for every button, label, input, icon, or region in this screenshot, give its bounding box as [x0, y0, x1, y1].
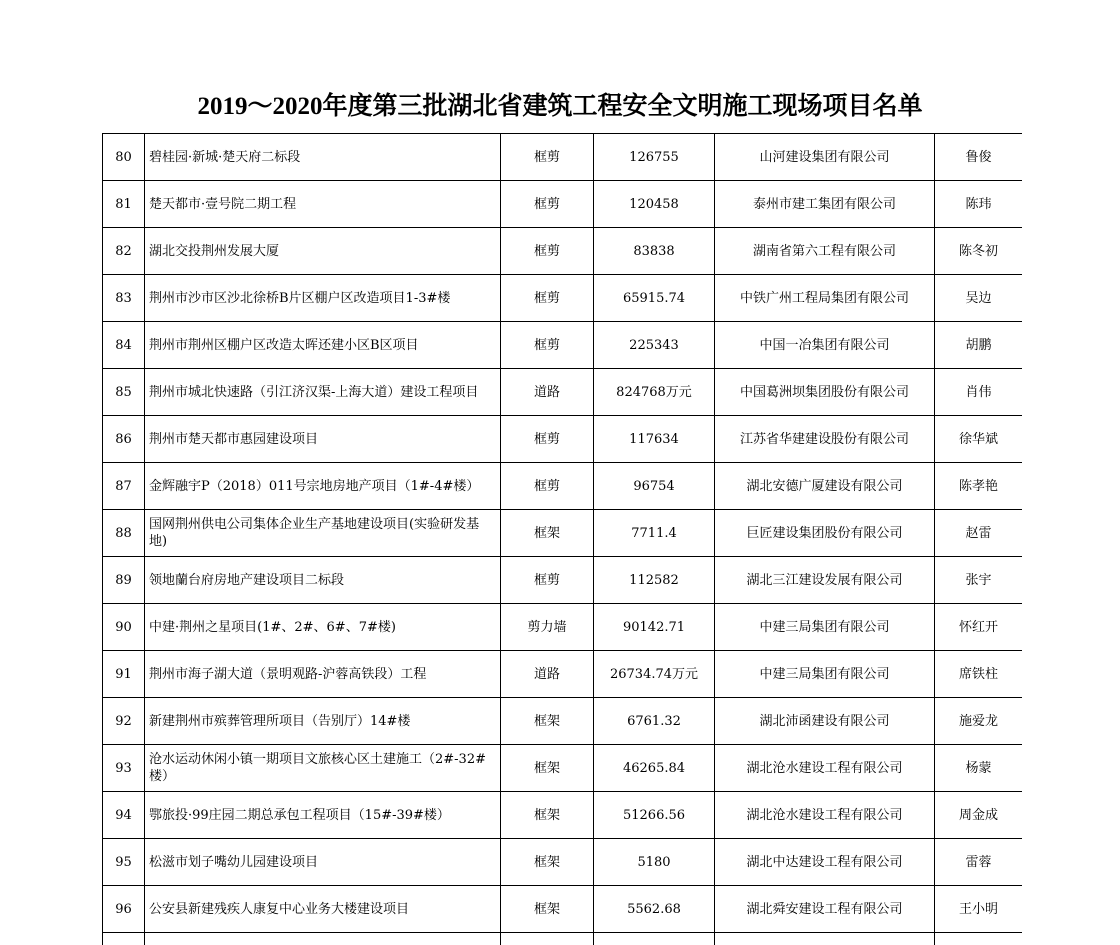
scale-cell: 112582: [594, 557, 715, 604]
project-manager-cell: 雷蓉: [935, 839, 1023, 886]
structure-type-cell: 框架: [501, 886, 594, 933]
construction-company-cell: 湖北中达建设工程有限公司: [715, 839, 935, 886]
table-row: [103, 792, 1023, 839]
construction-company-cell: 湖北安德广厦建设有限公司: [715, 463, 935, 510]
scale-cell: 225343: [594, 322, 715, 369]
table-row: [103, 181, 1023, 228]
structure-type-cell: 剪力墙: [501, 604, 594, 651]
project-manager-cell: 杨蒙: [935, 745, 1023, 792]
row-number-cell: 86: [103, 416, 145, 463]
table-row: [103, 886, 1023, 933]
scale-cell: 126755: [594, 134, 715, 181]
structure-type-cell: 框架: [501, 698, 594, 745]
project-name-cell: 金辉融宇P（2018）011号宗地房地产项目（1#-4#楼）: [145, 463, 501, 510]
project-manager-cell: 肖伟: [935, 369, 1023, 416]
project-name-cell: 中建·荆州之星项目(1#、2#、6#、7#楼): [145, 604, 501, 651]
construction-company-cell: 湖北三江建设发展有限公司: [715, 557, 935, 604]
row-number-cell: 89: [103, 557, 145, 604]
table-row: [103, 228, 1023, 275]
scale-cell: [594, 933, 715, 945]
project-name-cell: 新建荆州市殡葬管理所项目（告别厅）14#楼: [145, 698, 501, 745]
construction-company-cell: 湖北沧水建设工程有限公司: [715, 792, 935, 839]
project-name-cell: 荆州市海子湖大道（景明观路-沪蓉高铁段）工程: [145, 651, 501, 698]
project-name-cell: 荆州市城北快速路（引江济汉渠-上海大道）建设工程项目: [145, 369, 501, 416]
project-manager-cell: 吴边: [935, 275, 1023, 322]
scale-cell: 96754: [594, 463, 715, 510]
table-row: [103, 557, 1023, 604]
row-number-cell: 85: [103, 369, 145, 416]
scale-cell: 5562.68: [594, 886, 715, 933]
structure-type-cell: 框剪: [501, 134, 594, 181]
project-name-cell: 公安县新建残疾人康复中心业务大楼建设项目: [145, 886, 501, 933]
scale-cell: 5180: [594, 839, 715, 886]
construction-company-cell: 湖北舜安建设工程有限公司: [715, 886, 935, 933]
project-name-cell: 荆州市荆州区棚户区改造太晖还建小区B区项目: [145, 322, 501, 369]
project-manager-cell: 周金成: [935, 792, 1023, 839]
project-table: [102, 133, 1022, 945]
structure-type-cell: 框剪: [501, 322, 594, 369]
structure-type-cell: 框剪: [501, 228, 594, 275]
project-manager-cell: 张宇: [935, 557, 1023, 604]
construction-company-cell: 湖北沛函建设有限公司: [715, 698, 935, 745]
row-number-cell: 96: [103, 886, 145, 933]
table-row: [103, 839, 1023, 886]
structure-type-cell: 框架: [501, 745, 594, 792]
structure-type-cell: 道路: [501, 651, 594, 698]
row-number-cell: 81: [103, 181, 145, 228]
scale-cell: 6761.32: [594, 698, 715, 745]
project-name-cell: 沧水运动休闲小镇一期项目文旅核心区土建施工（2#-32#楼）: [145, 745, 501, 792]
scale-cell: 7711.4: [594, 510, 715, 557]
structure-type-cell: 框剪: [501, 416, 594, 463]
table-row: [103, 322, 1023, 369]
row-number-cell: 95: [103, 839, 145, 886]
project-name-cell: 荆州市楚天都市惠园建设项目: [145, 416, 501, 463]
project-manager-cell: 陈玮: [935, 181, 1023, 228]
construction-company-cell: 山河建设集团有限公司: [715, 134, 935, 181]
construction-company-cell: 中国葛洲坝集团股份有限公司: [715, 369, 935, 416]
construction-company-cell: 中铁广州工程局集团有限公司: [715, 275, 935, 322]
project-name-cell: 领地蘭台府房地产建设项目二标段: [145, 557, 501, 604]
project-manager-cell: [935, 933, 1023, 945]
row-number-cell: [103, 933, 145, 945]
structure-type-cell: 框架: [501, 792, 594, 839]
row-number-cell: 93: [103, 745, 145, 792]
row-number-cell: 94: [103, 792, 145, 839]
construction-company-cell: 泰州市建工集团有限公司: [715, 181, 935, 228]
project-name-cell: 楚天都市·壹号院二期工程: [145, 181, 501, 228]
scale-cell: 65915.74: [594, 275, 715, 322]
table-row: [103, 275, 1023, 322]
table-row: [103, 698, 1023, 745]
construction-company-cell: 中建三局集团有限公司: [715, 651, 935, 698]
project-manager-cell: 王小明: [935, 886, 1023, 933]
table-row: [103, 604, 1023, 651]
project-name-cell: [145, 933, 501, 945]
project-name-cell: 松滋市划子嘴幼儿园建设项目: [145, 839, 501, 886]
construction-company-cell: 湖南省第六工程有限公司: [715, 228, 935, 275]
row-number-cell: 82: [103, 228, 145, 275]
project-manager-cell: 胡鹏: [935, 322, 1023, 369]
table-row: [103, 463, 1023, 510]
table-row: [103, 369, 1023, 416]
project-manager-cell: 鲁俊: [935, 134, 1023, 181]
table-row: [103, 651, 1023, 698]
construction-company-cell: 巨匠建设集团股份有限公司: [715, 510, 935, 557]
row-number-cell: 80: [103, 134, 145, 181]
project-name-cell: 荆州市沙市区沙北徐桥B片区棚户区改造项目1-3#楼: [145, 275, 501, 322]
project-manager-cell: 赵雷: [935, 510, 1023, 557]
construction-company-cell: 中国一冶集团有限公司: [715, 322, 935, 369]
project-manager-cell: 席铁柱: [935, 651, 1023, 698]
project-manager-cell: 陈孝艳: [935, 463, 1023, 510]
project-manager-cell: 施爱龙: [935, 698, 1023, 745]
scale-cell: 117634: [594, 416, 715, 463]
structure-type-cell: 框剪: [501, 463, 594, 510]
document-title: 2019～2020年度第三批湖北省建筑工程安全文明施工现场项目名单: [197, 93, 923, 120]
structure-type-cell: 框剪: [501, 181, 594, 228]
row-number-cell: 91: [103, 651, 145, 698]
structure-type-cell: 框剪: [501, 557, 594, 604]
project-table-body: [103, 134, 1023, 945]
project-manager-cell: 徐华斌: [935, 416, 1023, 463]
scale-cell: 83838: [594, 228, 715, 275]
construction-company-cell: 中建三局集团有限公司: [715, 604, 935, 651]
row-number-cell: 84: [103, 322, 145, 369]
table-row: [103, 510, 1023, 557]
project-name-cell: 鄂旅投·99庄园二期总承包工程项目（15#-39#楼）: [145, 792, 501, 839]
scale-cell: 26734.74万元: [594, 651, 715, 698]
construction-company-cell: 湖北沧水建设工程有限公司: [715, 745, 935, 792]
row-number-cell: 83: [103, 275, 145, 322]
project-table-container: [102, 133, 1022, 945]
project-name-cell: 碧桂园·新城·楚天府二标段: [145, 134, 501, 181]
construction-company-cell: 江苏省华建建设股份有限公司: [715, 416, 935, 463]
row-number-cell: 90: [103, 604, 145, 651]
scale-cell: 824768万元: [594, 369, 715, 416]
scale-cell: 90142.71: [594, 604, 715, 651]
table-row: [103, 933, 1023, 945]
table-row: [103, 745, 1023, 792]
row-number-cell: 87: [103, 463, 145, 510]
row-number-cell: 92: [103, 698, 145, 745]
scale-cell: 51266.56: [594, 792, 715, 839]
scale-cell: 46265.84: [594, 745, 715, 792]
table-row: [103, 416, 1023, 463]
structure-type-cell: [501, 933, 594, 945]
structure-type-cell: 框架: [501, 510, 594, 557]
project-manager-cell: 陈冬初: [935, 228, 1023, 275]
table-row: [103, 134, 1023, 181]
structure-type-cell: 道路: [501, 369, 594, 416]
scale-cell: 120458: [594, 181, 715, 228]
project-name-cell: 湖北交投荆州发展大厦: [145, 228, 501, 275]
project-name-cell: 国网荆州供电公司集体企业生产基地建设项目(实验研发基地): [145, 510, 501, 557]
row-number-cell: 88: [103, 510, 145, 557]
structure-type-cell: 框架: [501, 839, 594, 886]
structure-type-cell: 框剪: [501, 275, 594, 322]
construction-company-cell: [715, 933, 935, 945]
project-manager-cell: 怀红开: [935, 604, 1023, 651]
